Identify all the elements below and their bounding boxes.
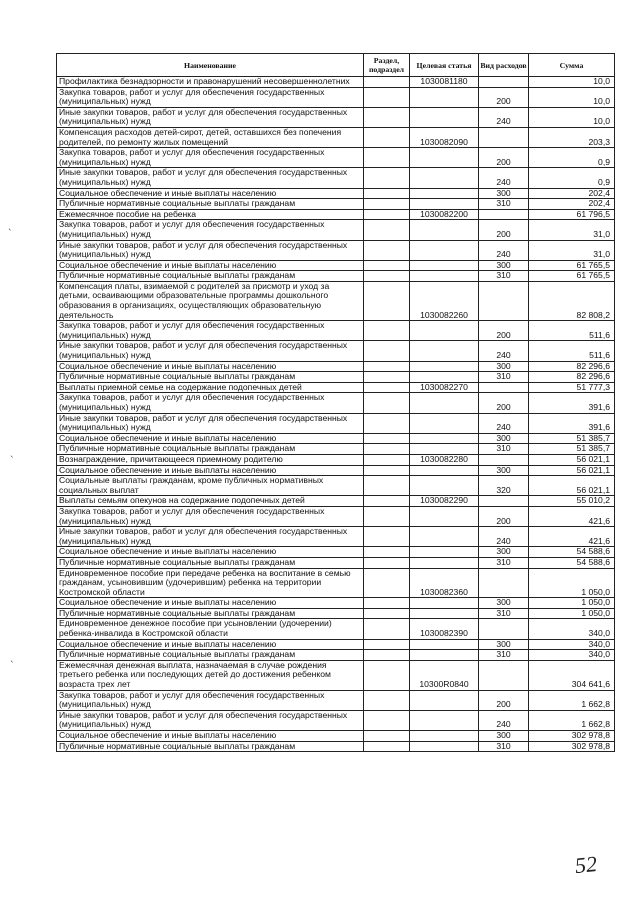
row-kind (479, 209, 529, 220)
table-row (57, 361, 615, 372)
row-section (364, 598, 410, 609)
table-row (57, 393, 615, 413)
row-kind: 310 (479, 271, 529, 282)
row-kind: 310 (479, 444, 529, 455)
row-section (364, 240, 410, 260)
row-section (364, 476, 410, 496)
row-article (410, 476, 479, 496)
row-name: Социальное обеспечение и иные выплаты населению (57, 731, 364, 742)
row-name: Иные закупки товаров, работ и услуг для обеспечения государственных (муниципальных) нужд (57, 710, 364, 730)
row-kind: 300 (479, 260, 529, 271)
row-name: Иные закупки товаров, работ и услуг для обеспечения государственных (муниципальных) нужд (57, 341, 364, 361)
table-row (57, 741, 615, 752)
column-header-kind: Вид расходов (479, 54, 529, 77)
column-header-name: Наименование (57, 54, 364, 77)
row-kind: 300 (479, 465, 529, 476)
row-section (364, 271, 410, 282)
row-article (410, 220, 479, 240)
row-article (410, 361, 479, 372)
row-kind: 310 (479, 557, 529, 568)
row-section (364, 527, 410, 547)
row-article (410, 731, 479, 742)
table-row (57, 127, 615, 147)
row-section (364, 77, 410, 88)
table-row (57, 710, 615, 730)
row-article (410, 393, 479, 413)
row-section (364, 690, 410, 710)
row-article (410, 341, 479, 361)
row-article (410, 433, 479, 444)
row-section (364, 506, 410, 526)
row-sum: 340,0 (529, 650, 615, 661)
row-article (410, 690, 479, 710)
row-section (364, 127, 410, 147)
row-article (410, 107, 479, 127)
row-name: Выплаты семьям опекунов на содержание подопечных детей (57, 496, 364, 507)
table-row (57, 454, 615, 465)
row-section (364, 454, 410, 465)
row-section (364, 188, 410, 199)
row-sum: 1 050,0 (529, 568, 615, 598)
row-kind: 310 (479, 741, 529, 752)
row-kind: 200 (479, 321, 529, 341)
table-row (57, 240, 615, 260)
row-kind: 300 (479, 188, 529, 199)
row-kind: 200 (479, 393, 529, 413)
row-sum: 56 021,1 (529, 465, 615, 476)
table-row (57, 433, 615, 444)
row-name: Иные закупки товаров, работ и услуг для обеспечения государственных (муниципальных) нужд (57, 168, 364, 188)
row-kind: 310 (479, 372, 529, 383)
table-body (57, 77, 615, 752)
row-section (364, 568, 410, 598)
row-article (410, 506, 479, 526)
row-article (410, 413, 479, 433)
row-name: Компенсация платы, взимаемой с родителей за присмотр и уход за детьми, осваивающими образовательные программы дошкольного образования в организациях, осуществляющих образовательную деятельность (57, 281, 364, 320)
row-sum: 61 765,5 (529, 260, 615, 271)
row-kind: 240 (479, 527, 529, 547)
row-section (364, 168, 410, 188)
row-section (364, 731, 410, 742)
row-kind: 310 (479, 650, 529, 661)
margin-mark: ` (8, 228, 12, 240)
row-sum: 1 050,0 (529, 608, 615, 619)
margin-mark: ` (10, 455, 14, 467)
row-name: Публичные нормативные социальные выплаты гражданам (57, 741, 364, 752)
row-kind: 300 (479, 433, 529, 444)
row-section (364, 496, 410, 507)
row-kind: 300 (479, 547, 529, 558)
table-row (57, 199, 615, 210)
row-kind: 200 (479, 148, 529, 168)
row-sum: 511,6 (529, 321, 615, 341)
row-sum: 511,6 (529, 341, 615, 361)
row-sum: 55 010,2 (529, 496, 615, 507)
row-kind: 200 (479, 220, 529, 240)
column-header-article: Целевая статья (410, 54, 479, 77)
row-name: Социальное обеспечение и иные выплаты населению (57, 547, 364, 558)
row-section (364, 372, 410, 383)
row-kind: 240 (479, 710, 529, 730)
row-kind (479, 382, 529, 393)
row-sum: 302 978,8 (529, 731, 615, 742)
row-sum: 10,0 (529, 107, 615, 127)
row-sum: 31,0 (529, 240, 615, 260)
row-section (364, 260, 410, 271)
table-row (57, 506, 615, 526)
row-sum: 51 385,7 (529, 444, 615, 455)
row-name: Вознаграждение, причитающееся приемному родителю (57, 454, 364, 465)
row-name: Социальное обеспечение и иные выплаты населению (57, 260, 364, 271)
row-article: 1030082280 (410, 454, 479, 465)
row-section (364, 547, 410, 558)
row-section (364, 557, 410, 568)
row-article (410, 650, 479, 661)
row-article (410, 527, 479, 547)
row-article (410, 199, 479, 210)
row-article (410, 321, 479, 341)
row-name: Иные закупки товаров, работ и услуг для обеспечения государственных (муниципальных) нужд (57, 413, 364, 433)
row-sum: 202,4 (529, 199, 615, 210)
table-row (57, 568, 615, 598)
row-name: Закупка товаров, работ и услуг для обеспечения государственных (муниципальных) нужд (57, 220, 364, 240)
row-kind: 200 (479, 87, 529, 107)
row-section (364, 199, 410, 210)
row-kind: 310 (479, 199, 529, 210)
row-article: 1030081180 (410, 77, 479, 88)
row-kind (479, 281, 529, 320)
table-row (57, 496, 615, 507)
row-kind (479, 454, 529, 465)
row-article: 1030082290 (410, 496, 479, 507)
row-article (410, 148, 479, 168)
table-row (57, 341, 615, 361)
table-row (57, 77, 615, 88)
row-name: Социальное обеспечение и иные выплаты населению (57, 465, 364, 476)
row-article (410, 639, 479, 650)
row-kind (479, 496, 529, 507)
row-sum: 31,0 (529, 220, 615, 240)
row-name: Иные закупки товаров, работ и услуг для обеспечения государственных (муниципальных) нужд (57, 107, 364, 127)
row-section (364, 741, 410, 752)
row-kind: 240 (479, 240, 529, 260)
row-kind: 320 (479, 476, 529, 496)
row-sum: 340,0 (529, 619, 615, 639)
row-name: Социальное обеспечение и иные выплаты населению (57, 598, 364, 609)
margin-mark: ` (10, 660, 14, 672)
row-name: Публичные нормативные социальные выплаты гражданам (57, 372, 364, 383)
column-header-section: Раздел, подраздел (364, 54, 410, 77)
row-sum: 51 777,3 (529, 382, 615, 393)
row-kind: 200 (479, 506, 529, 526)
row-section (364, 209, 410, 220)
table-row (57, 527, 615, 547)
table-row (57, 557, 615, 568)
row-kind: 240 (479, 168, 529, 188)
row-sum: 54 588,6 (529, 557, 615, 568)
row-section (364, 220, 410, 240)
row-section (364, 433, 410, 444)
row-name: Профилактика безнадзорности и правонарушений несовершеннолетних (57, 77, 364, 88)
row-name: Компенсация расходов детей-сирот, детей, оставшихся без попечения родителей, по ремонту жилых помещений (57, 127, 364, 147)
row-article: 1030082260 (410, 281, 479, 320)
row-name: Закупка товаров, работ и услуг для обеспечения государственных (муниципальных) нужд (57, 148, 364, 168)
table-row (57, 547, 615, 558)
row-name: Закупка товаров, работ и услуг для обеспечения государственных (муниципальных) нужд (57, 506, 364, 526)
row-sum: 54 588,6 (529, 547, 615, 558)
row-name: Иные закупки товаров, работ и услуг для обеспечения государственных (муниципальных) нужд (57, 527, 364, 547)
table-row (57, 413, 615, 433)
table-row (57, 598, 615, 609)
row-sum: 302 978,8 (529, 741, 615, 752)
row-kind (479, 660, 529, 690)
table-row (57, 650, 615, 661)
row-sum: 82 296,6 (529, 372, 615, 383)
table-row (57, 321, 615, 341)
table-row (57, 465, 615, 476)
row-name: Закупка товаров, работ и услуг для обеспечения государственных (муниципальных) нужд (57, 321, 364, 341)
row-section (364, 107, 410, 127)
row-sum: 421,6 (529, 527, 615, 547)
row-kind (479, 127, 529, 147)
row-section (364, 321, 410, 341)
row-article (410, 598, 479, 609)
row-kind: 240 (479, 413, 529, 433)
row-section (364, 444, 410, 455)
row-article (410, 444, 479, 455)
row-article (410, 240, 479, 260)
row-sum: 1 662,8 (529, 690, 615, 710)
table-row (57, 476, 615, 496)
row-article (410, 260, 479, 271)
row-article: 10300R0840 (410, 660, 479, 690)
row-name: Иные закупки товаров, работ и услуг для обеспечения государственных (муниципальных) нужд (57, 240, 364, 260)
row-name: Публичные нормативные социальные выплаты гражданам (57, 650, 364, 661)
row-section (364, 619, 410, 639)
column-header-sum: Сумма (529, 54, 615, 77)
row-kind: 300 (479, 361, 529, 372)
row-article (410, 547, 479, 558)
row-article: 1030082390 (410, 619, 479, 639)
row-section (364, 710, 410, 730)
row-section (364, 87, 410, 107)
row-name: Единовременное денежное пособие при усыновлении (удочерении) ребенка-инвалида в Костромской области (57, 619, 364, 639)
row-section (364, 361, 410, 372)
row-section (364, 465, 410, 476)
table-row (57, 690, 615, 710)
row-kind (479, 619, 529, 639)
row-sum: 56 021,1 (529, 454, 615, 465)
table-row (57, 444, 615, 455)
row-name: Социальное обеспечение и иные выплаты населению (57, 361, 364, 372)
table-row (57, 731, 615, 742)
table-row (57, 660, 615, 690)
row-kind: 310 (479, 608, 529, 619)
table-row (57, 382, 615, 393)
row-name: Социальное обеспечение и иные выплаты населению (57, 188, 364, 199)
row-name: Публичные нормативные социальные выплаты гражданам (57, 271, 364, 282)
row-name: Единовременное пособие при передаче ребенка на воспитание в семью гражданам, усыновившим (удочерившим) ребенка на территории Костромской области (57, 568, 364, 598)
row-section (364, 413, 410, 433)
row-section (364, 639, 410, 650)
table-header-row (57, 54, 615, 77)
row-sum: 1 050,0 (529, 598, 615, 609)
table-row (57, 107, 615, 127)
table-row (57, 619, 615, 639)
row-kind: 200 (479, 690, 529, 710)
row-sum: 61 765,5 (529, 271, 615, 282)
row-kind: 300 (479, 639, 529, 650)
row-article (410, 557, 479, 568)
table-row (57, 260, 615, 271)
row-article (410, 372, 479, 383)
row-sum: 61 796,5 (529, 209, 615, 220)
row-kind: 240 (479, 107, 529, 127)
row-name: Закупка товаров, работ и услуг для обеспечения государственных (муниципальных) нужд (57, 87, 364, 107)
row-article: 1030082200 (410, 209, 479, 220)
row-section (364, 341, 410, 361)
row-sum: 304 641,6 (529, 660, 615, 690)
row-sum: 82 808,2 (529, 281, 615, 320)
row-name: Публичные нормативные социальные выплаты гражданам (57, 444, 364, 455)
row-article: 1030082360 (410, 568, 479, 598)
row-sum: 340,0 (529, 639, 615, 650)
row-section (364, 608, 410, 619)
row-sum: 51 385,7 (529, 433, 615, 444)
row-name: Публичные нормативные социальные выплаты гражданам (57, 608, 364, 619)
row-sum: 56 021,1 (529, 476, 615, 496)
row-sum: 82 296,6 (529, 361, 615, 372)
table-row (57, 271, 615, 282)
row-sum: 202,4 (529, 188, 615, 199)
row-sum: 391,6 (529, 393, 615, 413)
row-sum: 421,6 (529, 506, 615, 526)
table-row (57, 220, 615, 240)
budget-table (56, 53, 615, 752)
row-kind: 240 (479, 341, 529, 361)
table-row (57, 372, 615, 383)
row-name: Ежемесячное пособие на ребенка (57, 209, 364, 220)
row-kind: 300 (479, 598, 529, 609)
row-kind (479, 568, 529, 598)
row-article (410, 168, 479, 188)
table-row (57, 639, 615, 650)
row-name: Социальные выплаты гражданам, кроме публичных нормативных социальных выплат (57, 476, 364, 496)
row-sum: 391,6 (529, 413, 615, 433)
table-row (57, 188, 615, 199)
row-article (410, 87, 479, 107)
row-sum: 0,9 (529, 168, 615, 188)
row-kind (479, 77, 529, 88)
row-kind: 300 (479, 731, 529, 742)
row-article: 1030082270 (410, 382, 479, 393)
row-article (410, 741, 479, 752)
row-section (364, 650, 410, 661)
row-article (410, 271, 479, 282)
table-row (57, 148, 615, 168)
row-name: Выплаты приемной семье на содержание подопечных детей (57, 382, 364, 393)
row-sum: 203,3 (529, 127, 615, 147)
row-sum: 10,0 (529, 77, 615, 88)
row-section (364, 281, 410, 320)
row-name: Социальное обеспечение и иные выплаты населению (57, 639, 364, 650)
row-name: Ежемесячная денежная выплата, назначаемая в случае рождения третьего ребенка или последующих детей до достижения ребенком возраста трех лет (57, 660, 364, 690)
row-section (364, 660, 410, 690)
row-article: 1030082090 (410, 127, 479, 147)
row-article (410, 188, 479, 199)
row-name: Закупка товаров, работ и услуг для обеспечения государственных (муниципальных) нужд (57, 393, 364, 413)
row-article (410, 608, 479, 619)
row-name: Закупка товаров, работ и услуг для обеспечения государственных (муниципальных) нужд (57, 690, 364, 710)
row-section (364, 148, 410, 168)
row-sum: 1 662,8 (529, 710, 615, 730)
row-name: Публичные нормативные социальные выплаты гражданам (57, 199, 364, 210)
row-article (410, 465, 479, 476)
row-section (364, 393, 410, 413)
row-name: Публичные нормативные социальные выплаты гражданам (57, 557, 364, 568)
row-section (364, 382, 410, 393)
table-row (57, 608, 615, 619)
table-row (57, 209, 615, 220)
table-row (57, 168, 615, 188)
table-row (57, 87, 615, 107)
row-name: Социальное обеспечение и иные выплаты населению (57, 433, 364, 444)
row-article (410, 710, 479, 730)
page-number: 52 (573, 850, 599, 879)
row-sum: 10,0 (529, 87, 615, 107)
table-row (57, 281, 615, 320)
row-sum: 0,9 (529, 148, 615, 168)
